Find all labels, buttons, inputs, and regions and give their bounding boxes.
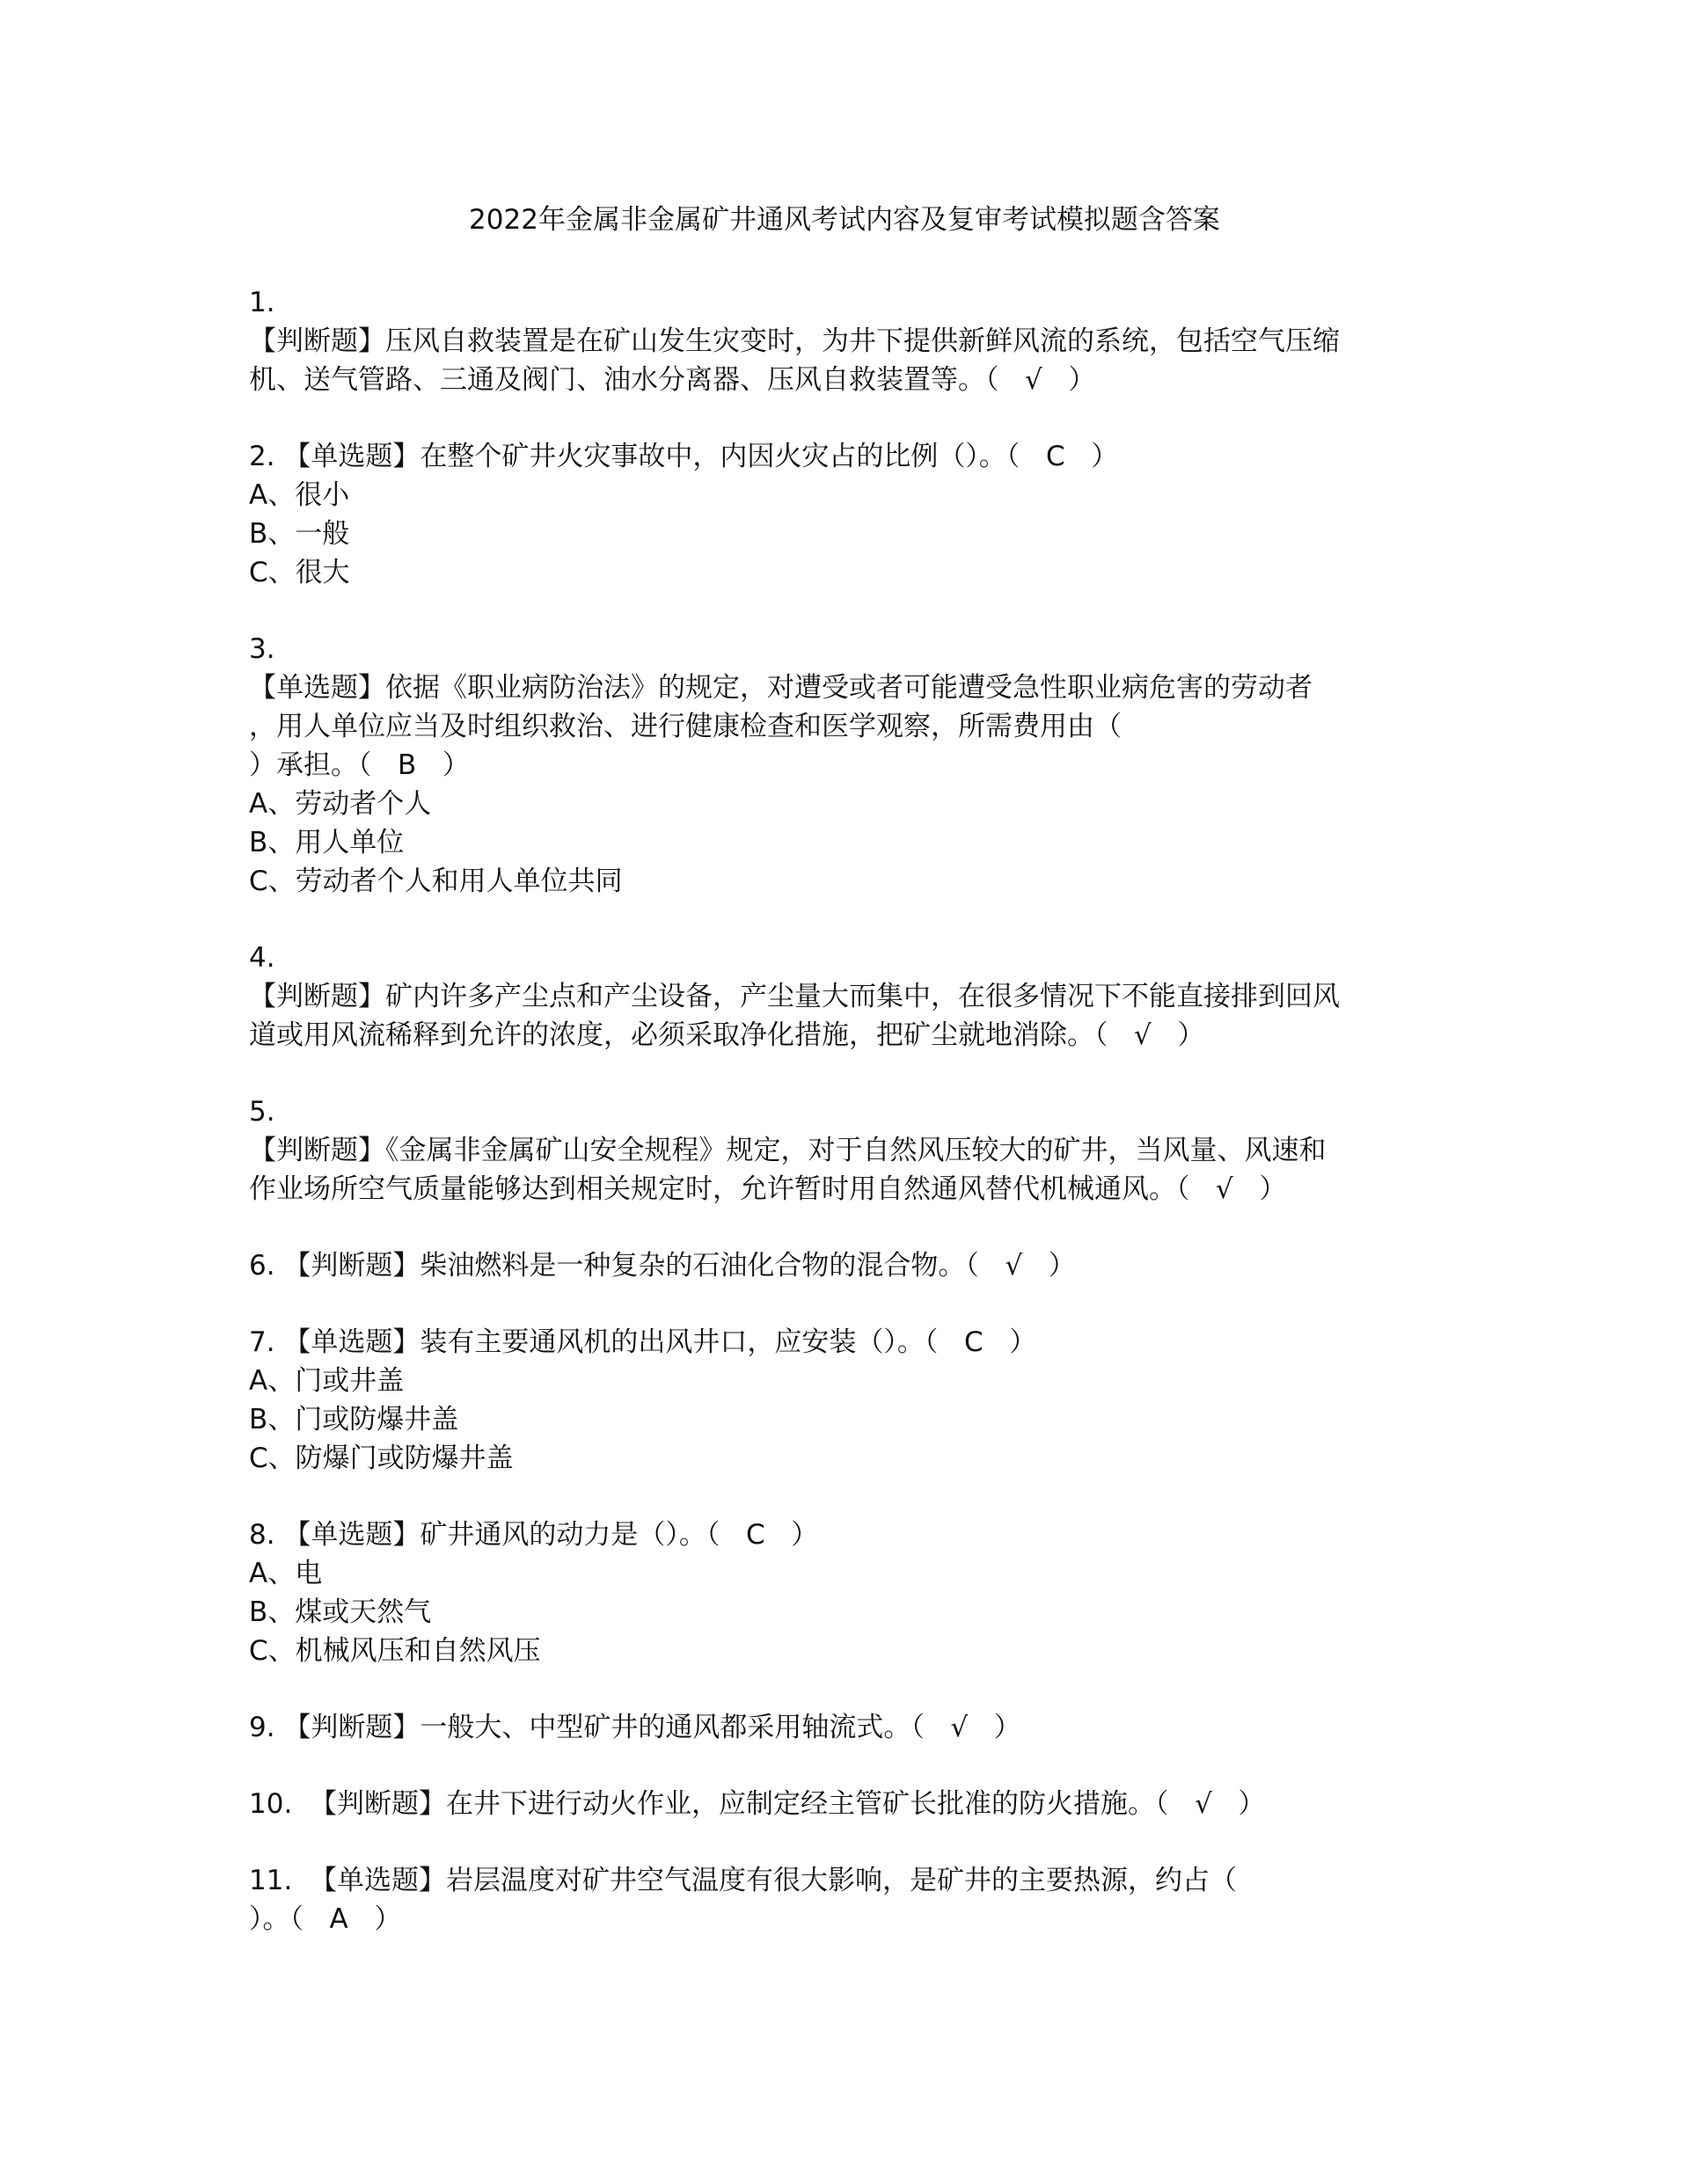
question-6 — [249, 1246, 1445, 1285]
option-c: C、很大 — [249, 557, 350, 588]
question-text-line: 9. 【判断题】一般大、中型矿井的通风都采用轴流式。（ √ ） — [249, 1712, 1021, 1743]
question-1 — [249, 283, 1445, 399]
question-text-line: 11. 【单选题】岩层温度对矿井空气温度有很大影响，是矿井的主要热源，约占（ — [249, 1865, 1238, 1896]
question-8 — [249, 1516, 1445, 1670]
question-text-line: 2. 【单选题】在整个矿井火灾事故中，内因火灾占的比例（）。（ C ） — [249, 441, 1119, 472]
option-b: B、用人单位 — [249, 827, 405, 858]
question-3 — [249, 630, 1445, 901]
option-a: A、很小 — [249, 479, 350, 511]
question-text-line: 【单选题】依据《职业病防治法》的规定，对遭受或者可能遭受急性职业病危害的劳动者 — [249, 672, 1312, 704]
question-text-line: 1. — [249, 287, 275, 318]
option-a: A、电 — [249, 1558, 323, 1589]
question-text-line: 3. — [249, 633, 275, 665]
question-text-line: 10. 【判断题】在井下进行动火作业，应制定经主管矿长批准的防火措施。（ √ ） — [249, 1788, 1266, 1820]
option-c: C、机械风压和自然风压 — [249, 1635, 541, 1667]
option-b: B、一般 — [249, 518, 350, 550]
question-list — [249, 283, 1445, 1976]
question-text-line: 机、送气管路、三通及阀门、油水分离器、压风自救装置等。（ √ ） — [249, 364, 1096, 396]
question-7 — [249, 1323, 1445, 1478]
question-text-line: ，用人单位应当及时组织救治、进行健康检查和医学观察，所需费用由（ — [249, 711, 1122, 742]
question-text-line: 5. — [249, 1096, 275, 1128]
option-b: B、煤或天然气 — [249, 1596, 432, 1628]
question-text-line: ）。（ A ） — [249, 1903, 402, 1935]
question-4 — [249, 939, 1445, 1055]
question-text-line: 【判断题】压风自救装置是在矿山发生灾变时，为井下提供新鲜风流的系统，包括空气压缩 — [249, 325, 1340, 357]
question-2 — [249, 437, 1445, 592]
question-9 — [249, 1708, 1445, 1747]
question-text-line: 道或用风流稀释到允许的浓度，必须采取净化措施，把矿尘就地消除。（ √ ） — [249, 1019, 1205, 1051]
question-text-line: 【判断题】矿内许多产尘点和产尘设备，产尘量大而集中，在很多情况下不能直接排到回风 — [249, 981, 1340, 1012]
option-c: C、防爆门或防爆井盖 — [249, 1443, 514, 1474]
question-text-line: 作业场所空气质量能够达到相关规定时，允许暂时用自然通风替代机械通风。（ √ ） — [249, 1173, 1287, 1205]
question-10 — [249, 1785, 1445, 1823]
question-text-line: 4. — [249, 942, 275, 974]
option-c: C、劳动者个人和用人单位共同 — [249, 866, 623, 897]
option-a: A、门或井盖 — [249, 1365, 405, 1397]
page-title: 2022年金属非金属矿井通风考试内容及复审考试模拟题含答案 — [469, 204, 1220, 236]
question-text-line: 8. 【单选题】矿井通风的动力是（）。（ C ） — [249, 1519, 819, 1551]
option-b: B、门或防爆井盖 — [249, 1404, 459, 1435]
question-text-line: 7. 【单选题】装有主要通风机的出风井口，应安装（）。（ C ） — [249, 1326, 1037, 1358]
question-text-line: 【判断题】《金属非金属矿山安全规程》规定，对于自然风压较大的矿井，当风量、风速和 — [249, 1135, 1327, 1166]
question-5 — [249, 1092, 1445, 1209]
question-text-line: ）承担。（ B ） — [249, 749, 470, 781]
option-a: A、劳动者个人 — [249, 788, 432, 820]
question-text-line: 6. 【判断题】柴油燃料是一种复杂的石油化合物的混合物。（ √ ） — [249, 1250, 1076, 1282]
question-11 — [249, 1861, 1445, 1939]
